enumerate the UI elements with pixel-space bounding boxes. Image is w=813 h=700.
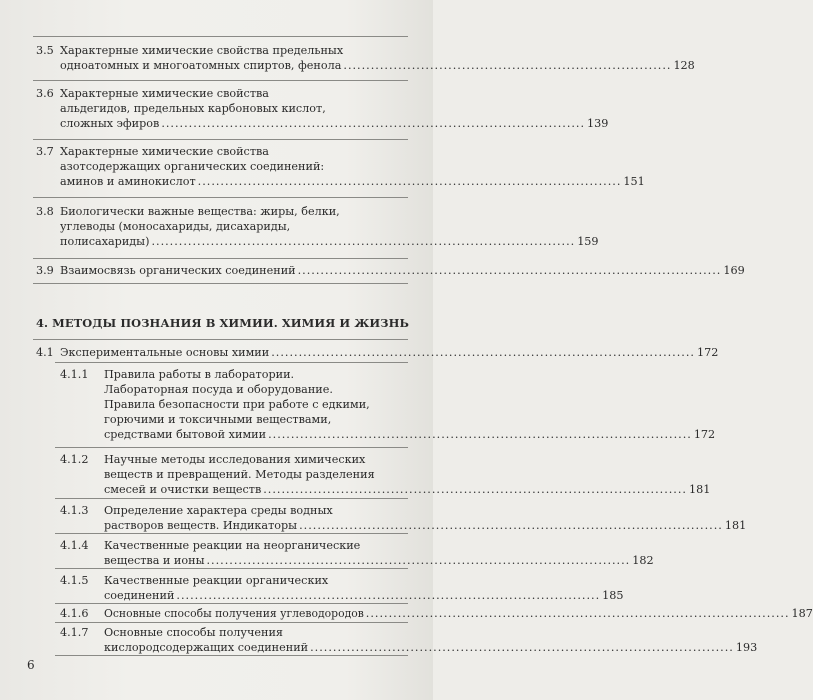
entry-number: 4.1.7 bbox=[60, 626, 89, 639]
entry-line: азотсодержащих органических соединений: bbox=[60, 160, 325, 173]
entry-page: 172 bbox=[696, 346, 719, 359]
entry-line: углеводы (моносахариды, дисахариды, bbox=[60, 220, 291, 233]
entry-number: 4.1.2 bbox=[60, 453, 89, 466]
section-heading: 4. МЕТОДЫ ПОЗНАНИЯ В ХИМИИ. ХИМИЯ И ЖИЗНЬ bbox=[36, 316, 409, 330]
entry-line: полисахариды) bbox=[60, 235, 150, 248]
dot-leader: ........................................................................ bbox=[343, 59, 672, 72]
dot-leader: ............................................................................................. bbox=[310, 641, 734, 654]
dot-leader: ............................................................................................. bbox=[365, 607, 790, 620]
entry-page: 151 bbox=[623, 175, 645, 188]
dot-leader: ............................................................................................. bbox=[299, 519, 723, 532]
entry-line: сложных эфиров bbox=[60, 117, 160, 130]
entry-line: Качественные реакции органических bbox=[104, 574, 329, 587]
dot-leader: ............................................................................................. bbox=[176, 589, 601, 602]
dot-leader: ............................................................................................. bbox=[297, 264, 722, 277]
entry-line: Определение характера среды водных bbox=[104, 504, 333, 517]
entry-line: вещества и ионы bbox=[104, 554, 205, 567]
entry-line: соединений bbox=[104, 589, 175, 602]
divider bbox=[55, 498, 408, 499]
entry-line: Качественные реакции на неорганические bbox=[104, 539, 361, 552]
dot-leader: ............................................................................................. bbox=[151, 235, 576, 248]
entry-line: Характерные химические свойства bbox=[60, 87, 269, 100]
divider bbox=[33, 36, 408, 37]
entry-line: кислородсодержащих соединений bbox=[104, 641, 309, 654]
dot-leader: ............................................................................................. bbox=[268, 428, 692, 441]
entry-number: 3.9 bbox=[36, 264, 54, 277]
divider bbox=[55, 447, 408, 448]
entry-page: 128 bbox=[673, 59, 695, 72]
divider bbox=[55, 568, 408, 569]
entry-line: Правила безопасности при работе с едкими, bbox=[104, 398, 370, 411]
entry-page: 169 bbox=[723, 264, 745, 277]
entry-number: 4.1.6 bbox=[60, 607, 89, 620]
entry-line: Научные методы исследования химических bbox=[104, 453, 366, 466]
entry-line: альдегидов, предельных карбоновых кислот, bbox=[60, 102, 326, 115]
entry-number: 4.1.3 bbox=[60, 504, 89, 517]
entry-number: 3.6 bbox=[36, 87, 54, 100]
entry-page: 159 bbox=[577, 235, 599, 248]
dot-leader: ............................................................................................. bbox=[271, 346, 695, 359]
divider bbox=[55, 655, 408, 656]
entry-line: Взаимосвязь органических соединений bbox=[60, 264, 296, 277]
entry-page: 182 bbox=[632, 554, 654, 567]
page-number: 6 bbox=[27, 658, 35, 672]
entry-line: растворов веществ. Индикаторы bbox=[104, 519, 298, 532]
divider bbox=[33, 283, 408, 284]
entry-line: Лабораторная посуда и оборудование. bbox=[104, 383, 333, 396]
entry-number: 3.8 bbox=[36, 205, 54, 218]
entry-line: Характерные химические свойства предельных bbox=[60, 44, 344, 57]
entry-line: смесей и очистки веществ bbox=[104, 483, 262, 496]
entry-number: 3.7 bbox=[36, 145, 54, 158]
dot-leader: ............................................................................................. bbox=[197, 175, 622, 188]
entry-page: 172 bbox=[693, 428, 716, 441]
entry-line: Основные способы получения углеводородов bbox=[104, 607, 364, 620]
entry-line: горючими и токсичными веществами, bbox=[104, 413, 332, 426]
entry-line: Правила работы в лаборатории. bbox=[104, 368, 295, 381]
entry-line: Биологически важные вещества: жиры, белки, bbox=[60, 205, 340, 218]
dot-leader: ............................................................................................. bbox=[206, 554, 631, 567]
entry-page: 139 bbox=[587, 117, 609, 130]
entry-number: 4.1.5 bbox=[60, 574, 89, 587]
dot-leader: ............................................................................................. bbox=[263, 483, 687, 496]
entry-number: 4.1.1 bbox=[60, 368, 89, 381]
divider bbox=[55, 603, 408, 604]
entry-line: аминов и аминокислот bbox=[60, 175, 196, 188]
divider bbox=[33, 339, 408, 340]
dot-leader: ............................................................................................. bbox=[161, 117, 586, 130]
entry-line: Основные способы получения bbox=[104, 626, 283, 639]
entry-page: 181 bbox=[688, 483, 711, 496]
entry-line: Экспериментальные основы химии bbox=[60, 346, 270, 359]
entry-number: 4.1.4 bbox=[60, 539, 89, 552]
entry-page: 187 bbox=[791, 607, 813, 620]
divider bbox=[33, 80, 408, 81]
divider bbox=[33, 139, 408, 140]
entry-number: 3.5 bbox=[36, 44, 54, 57]
divider bbox=[55, 622, 408, 623]
entry-line: одноатомных и многоатомных спиртов, фенола bbox=[60, 59, 342, 72]
divider bbox=[33, 258, 408, 259]
divider bbox=[33, 197, 408, 198]
entry-page: 193 bbox=[735, 641, 758, 654]
entry-number: 4.1 bbox=[36, 346, 54, 359]
entry-page: 181 bbox=[724, 519, 747, 532]
divider bbox=[55, 362, 408, 363]
entry-line: Характерные химические свойства bbox=[60, 145, 269, 158]
entry-line: средствами бытовой химии bbox=[104, 428, 267, 441]
entry-page: 185 bbox=[602, 589, 624, 602]
divider bbox=[55, 533, 408, 534]
entry-line: веществ и превращений. Методы разделения bbox=[104, 468, 375, 481]
